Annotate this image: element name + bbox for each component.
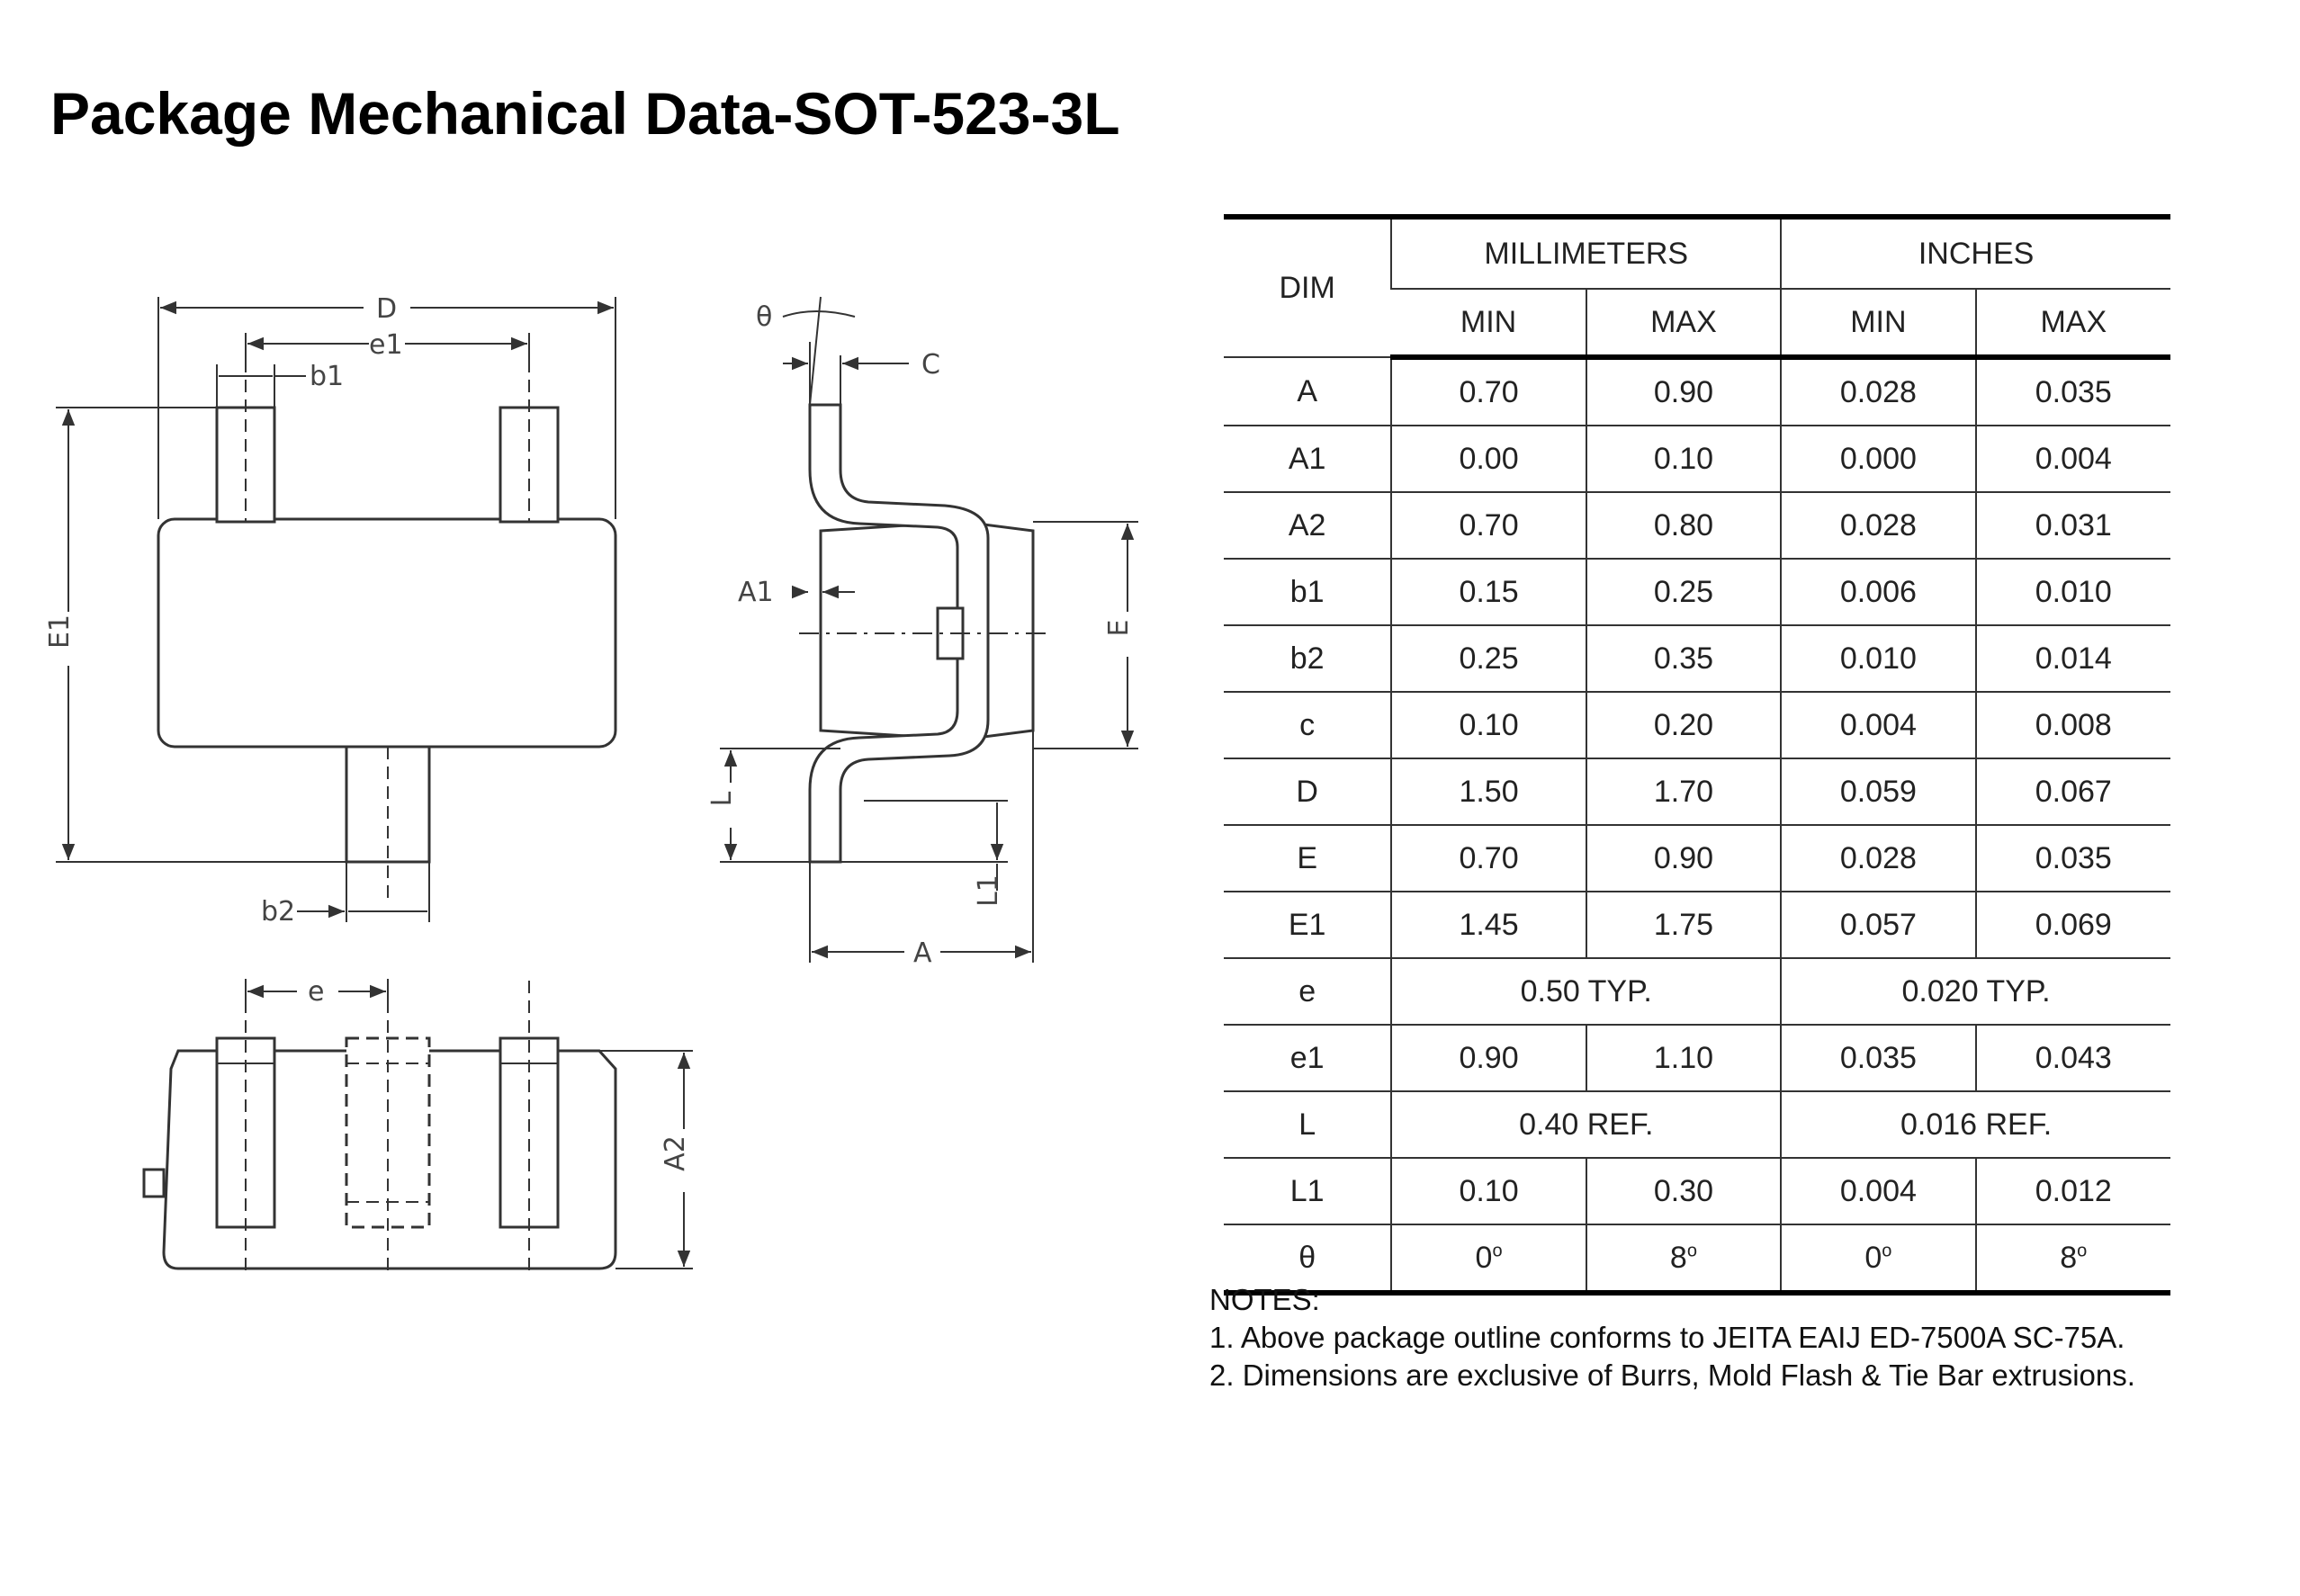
cell-mm-min: 0$^o$ xyxy=(1391,1224,1586,1293)
label-A: A xyxy=(913,937,932,969)
dimension-table xyxy=(1224,214,2170,1296)
degree-mark: o xyxy=(1686,1241,1697,1261)
cell-in-max: 0.035 xyxy=(1976,357,2170,426)
header-mm-min: MIN xyxy=(1391,289,1586,357)
cell-dim: E1 xyxy=(1224,892,1391,958)
cell-mm-max: 0.20 xyxy=(1586,692,1781,758)
cell-in-min: 0.004 xyxy=(1781,692,1975,758)
header-millimeters: MILLIMETERS xyxy=(1391,217,1781,289)
cell-dim: L xyxy=(1224,1091,1391,1158)
cell-mm-min: 0.70 xyxy=(1391,825,1586,892)
cell-in-typ: 0.016 REF. xyxy=(1781,1091,2170,1158)
cell-dim: D xyxy=(1224,758,1391,825)
label-C: C xyxy=(921,349,940,381)
cell-mm-max: 0.35 xyxy=(1586,625,1781,692)
top-view-body xyxy=(158,519,615,747)
header-mm-max: MAX xyxy=(1586,289,1781,357)
cell-mm-typ: 0.50 TYP. xyxy=(1391,958,1781,1025)
degree-mark: o xyxy=(2077,1241,2088,1261)
table-row xyxy=(1224,892,2170,958)
label-b2: b2 xyxy=(261,896,296,928)
cell-in-max: 0.031 xyxy=(1976,492,2170,559)
cell-mm-max: 1.70 xyxy=(1586,758,1781,825)
cell-in-min: 0.000 xyxy=(1781,426,1975,492)
note-item: 2. Dimensions are exclusive of Burrs, Mold Flash & Tie Bar extrusions. xyxy=(1209,1358,2135,1392)
cell-dim: A xyxy=(1224,357,1391,426)
cell-in-min: 0.028 xyxy=(1781,492,1975,559)
label-e1: e1 xyxy=(369,329,403,361)
label-D: D xyxy=(376,293,398,325)
cell-in-min: 0.006 xyxy=(1781,559,1975,625)
cell-mm-max: 0.80 xyxy=(1586,492,1781,559)
cell-in-min: 0.028 xyxy=(1781,357,1975,426)
table-row xyxy=(1224,758,2170,825)
front-view xyxy=(144,979,693,1278)
cell-mm-min: 0.10 xyxy=(1391,1158,1586,1224)
cell-dim: b2 xyxy=(1224,625,1391,692)
header-dim: DIM xyxy=(1224,217,1391,357)
page-title: Package Mechanical Data-SOT-523-3L xyxy=(50,80,1120,147)
dimension-table-container xyxy=(1224,214,2170,1296)
label-L1: L1 xyxy=(973,874,1004,907)
cell-in-max: 0.014 xyxy=(1976,625,2170,692)
cell-in-min: 0.004 xyxy=(1781,1158,1975,1224)
degree-mark: o xyxy=(1882,1241,1892,1261)
side-view-body xyxy=(821,522,1033,740)
label-E1: E1 xyxy=(44,614,76,650)
cell-mm-min: 0.15 xyxy=(1391,559,1586,625)
label-L: L xyxy=(706,791,738,807)
cell-mm-max: 0.90 xyxy=(1586,357,1781,426)
degree-mark: o xyxy=(1492,1241,1503,1261)
cell-in-max: 0.008 xyxy=(1976,692,2170,758)
cell-mm-typ: 0.40 REF. xyxy=(1391,1091,1781,1158)
label-E: E xyxy=(1103,619,1135,637)
cell-mm-min: 0.10 xyxy=(1391,692,1586,758)
cell-in-typ: 0.020 TYP. xyxy=(1781,958,2170,1025)
table-row xyxy=(1224,1158,2170,1224)
cell-in-max: 0.010 xyxy=(1976,559,2170,625)
cell-dim: e1 xyxy=(1224,1025,1391,1091)
cell-mm-max: 1.10 xyxy=(1586,1025,1781,1091)
label-b1: b1 xyxy=(310,361,345,392)
side-view xyxy=(720,297,1138,963)
table-row xyxy=(1224,559,2170,625)
notes xyxy=(1209,1281,2135,1394)
table-row xyxy=(1224,825,2170,892)
label-theta: θ xyxy=(756,301,773,333)
cell-mm-min: 1.45 xyxy=(1391,892,1586,958)
cell-in-max: 0.067 xyxy=(1976,758,2170,825)
label-e: e xyxy=(308,976,325,1008)
cell-mm-min: 0.70 xyxy=(1391,357,1586,426)
cell-in-max: 0.043 xyxy=(1976,1025,2170,1091)
cell-in-min: 0.028 xyxy=(1781,825,1975,892)
header-in-max: MAX xyxy=(1976,289,2170,357)
cell-dim: L1 xyxy=(1224,1158,1391,1224)
cell-in-min: 0.035 xyxy=(1781,1025,1975,1091)
cell-dim: A2 xyxy=(1224,492,1391,559)
cell-dim: b1 xyxy=(1224,559,1391,625)
cell-dim: θ xyxy=(1298,1240,1316,1275)
cell-mm-max: 0.90 xyxy=(1586,825,1781,892)
cell-mm-min: 0.90 xyxy=(1391,1025,1586,1091)
cell-dim: E xyxy=(1224,825,1391,892)
cell-mm-max: 0.25 xyxy=(1586,559,1781,625)
cell-mm-min: 0.25 xyxy=(1391,625,1586,692)
cell-dim: c xyxy=(1224,692,1391,758)
table-row xyxy=(1224,1025,2170,1091)
cell-dim: A1 xyxy=(1224,426,1391,492)
cell-in-min: 0$^o$ xyxy=(1781,1224,1975,1293)
cell-mm-max: 1.75 xyxy=(1586,892,1781,958)
cell-in-max: 0.069 xyxy=(1976,892,2170,958)
top-lead-bottom xyxy=(346,747,429,862)
cell-in-max: 0.004 xyxy=(1976,426,2170,492)
table-row xyxy=(1224,1091,2170,1158)
cell-dim: e xyxy=(1224,958,1391,1025)
cell-in-min: 0.059 xyxy=(1781,758,1975,825)
notes-heading: NOTES: xyxy=(1209,1283,1320,1316)
cell-in-max: 0.012 xyxy=(1976,1158,2170,1224)
table-row xyxy=(1224,958,2170,1025)
cell-mm-max: 8$^o$ xyxy=(1586,1224,1781,1293)
table-row xyxy=(1224,625,2170,692)
table-row xyxy=(1224,357,2170,426)
header-in-min: MIN xyxy=(1781,289,1975,357)
table-row xyxy=(1224,692,2170,758)
cell-in-min: 0.010 xyxy=(1781,625,1975,692)
header-inches: INCHES xyxy=(1781,217,2170,289)
cell-mm-min: 0.70 xyxy=(1391,492,1586,559)
cell-in-max: 8$^o$ xyxy=(1976,1224,2170,1293)
label-A1: A1 xyxy=(738,577,774,608)
cell-mm-min: 1.50 xyxy=(1391,758,1586,825)
table-row xyxy=(1224,492,2170,559)
cell-in-min: 0.057 xyxy=(1781,892,1975,958)
cell-in-max: 0.035 xyxy=(1976,825,2170,892)
label-A2: A2 xyxy=(660,1135,691,1171)
cell-mm-max: 0.30 xyxy=(1586,1158,1781,1224)
cell-mm-min: 0.00 xyxy=(1391,426,1586,492)
cell-mm-max: 0.10 xyxy=(1586,426,1781,492)
table-row xyxy=(1224,426,2170,492)
note-item: 1. Above package outline conforms to JEITA EAIJ ED-7500A SC-75A. xyxy=(1209,1321,2125,1354)
